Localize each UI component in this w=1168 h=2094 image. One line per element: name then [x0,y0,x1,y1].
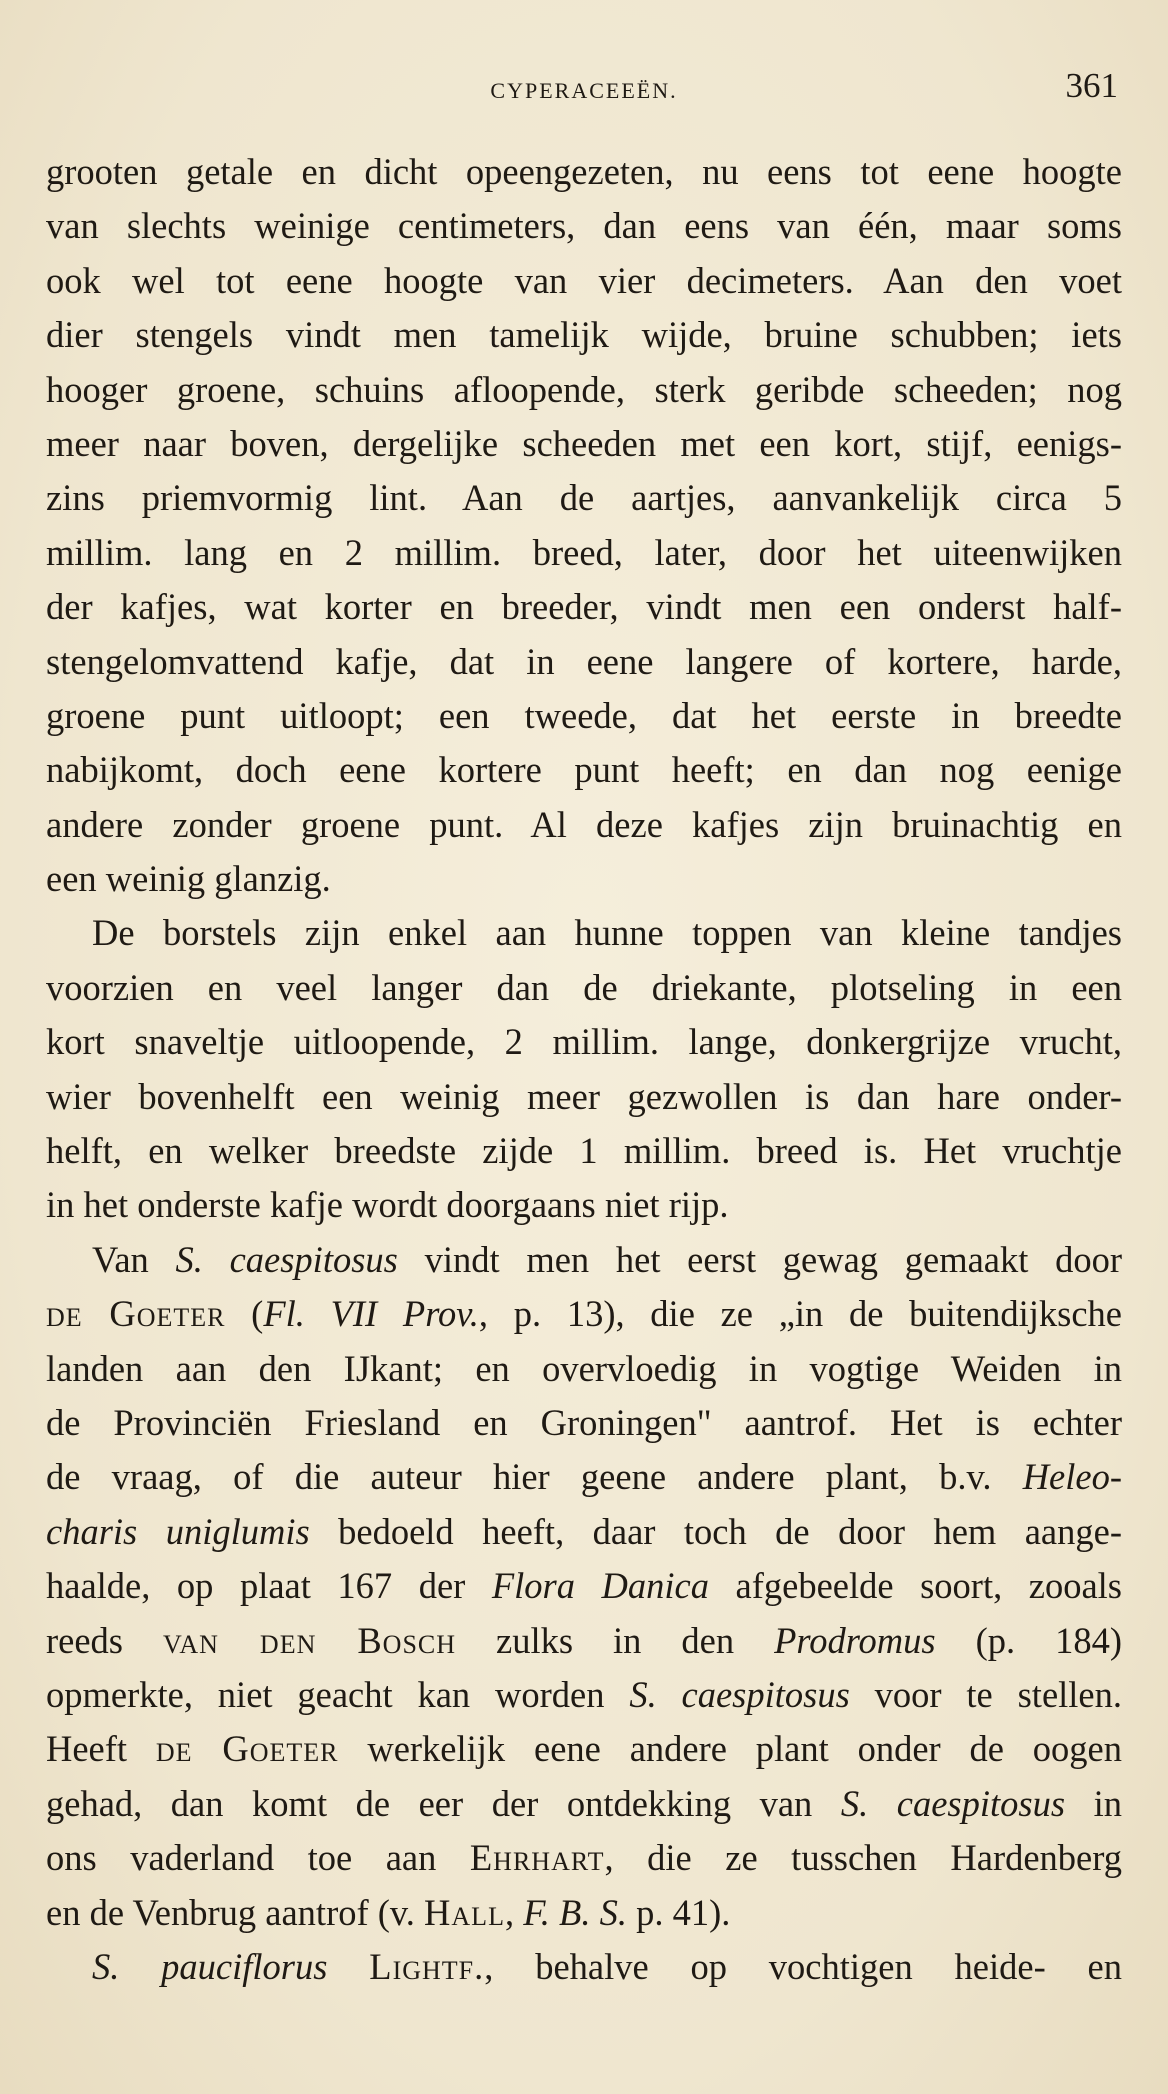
text-run: afgebeelde soort, zooals [708,1565,1123,1607]
text-line: grooten getale en dicht opeengezeten, nu eens tot eene hoogte [46,151,1122,192]
text-line [46,1886,1122,1940]
text-line: van slechts weinige centimeters, dan eens van één, maar soms [46,205,1122,247]
species-name: S. caespitosus [175,1238,398,1280]
work-title: Prodromus [774,1619,936,1661]
text-run: , die ze tusschen Hardenberg [604,1837,1122,1879]
text-run: werkelijk eene andere plant onder de oogen [338,1728,1123,1770]
author-name: Ehrhart [469,1837,605,1879]
text-line: der kafjes, wat korter en breeder, vindt men een onderst half- [46,586,1122,628]
text-run: , [504,1891,524,1933]
text-line: nabijkomt, doch eene kortere punt heeft; en dan nog eenige [46,749,1122,791]
species-name: S. pauciflorus [92,1945,328,1987]
text-line [46,1831,1122,1885]
text-line: wier bovenhelft een weinig meer gezwollen is dan hare onder- [46,1075,1122,1117]
text-line: de Provinciën Friesland en Groningen" aantrof. Het is echter [46,1401,1122,1443]
text-line: De borstels zijn enkel aan hunne toppen van kleine tandjes [92,912,1122,954]
text-line [46,1777,1122,1831]
text-run: ons vaderland toe aan [46,1837,470,1879]
text-line: hooger groene, schuins afloopende, sterk geribde scheeden; nog [46,368,1122,410]
text-line [46,1450,1122,1504]
text-run: zulks in den [456,1619,775,1661]
text-line: stengelomvattend kafje, dat in eene langere of kortere, harde, [46,640,1122,682]
text-line: zins priemvormig lint. Aan de aartjes, aanvankelijk circa 5 [46,477,1122,519]
text-run: voor te stellen. [849,1673,1122,1715]
text-line: een weinig glanzig. [46,858,331,900]
text-line: ook wel tot eene hoogte van vier decimeters. Aan den voet [46,259,1122,301]
text-run: bedoeld heeft, daar toch de door hem aange- [309,1510,1122,1552]
work-title: Fl. VII Prov. [263,1293,479,1335]
author-name: Lightf. [369,1945,485,1987]
text-line: meer naar boven, dergelijke scheeden met een kort, stijf, eenigs- [46,422,1122,464]
text-line [46,1722,1122,1776]
author-name: Hall [424,1891,505,1933]
work-title: F. B. S. [523,1891,627,1933]
author-name: de Goeter [155,1728,339,1770]
body-text [46,145,1122,1994]
text-run: reeds [46,1619,163,1661]
text-run: en de Venbrug aantrof (v. [46,1891,425,1933]
species-name: S. caespitosus [840,1782,1066,1824]
text-run: in [1065,1782,1122,1824]
text-run: , behalve op vochtigen heide- en [484,1945,1122,1987]
text-run: haalde, op plaat 167 der [46,1565,492,1607]
text-run: Heeft [46,1728,156,1770]
text-run [327,1946,369,1987]
text-run: opmerkte, niet geacht kan worden [46,1673,630,1715]
text-run: vindt men het eerst gewag gemaakt door [397,1238,1123,1280]
text-run: (p. 184) [935,1619,1122,1661]
running-head: CYPERACEEËN. [490,78,678,103]
text-run: de vraag, of die auteur hier geene andere plant, b.v. [46,1456,1023,1498]
author-name: van den Bosch [162,1619,457,1661]
text-line: andere zonder groene punt. Al deze kafjes zijn bruinachtig en [46,803,1122,845]
page-header [46,60,1122,120]
species-name: S. caespitosus [629,1673,850,1715]
text-run: ( [225,1293,264,1335]
work-title: Flora Danica [491,1565,709,1607]
text-line: dier stengels vindt men tamelijk wijde, bruine schubben; iets [46,314,1122,356]
text-line [46,1614,1122,1668]
text-run: Van [92,1238,176,1280]
species-name: Heleo- [1022,1456,1122,1498]
text-line: landen aan den IJkant; en overvloedig in vogtige Weiden in [46,1347,1122,1389]
text-line: millim. lang en 2 millim. breed, later, door het uiteenwijken [46,531,1122,573]
text-line [46,1505,1122,1559]
species-name: charis uniglumis [46,1510,310,1552]
text-line [46,1668,1122,1722]
text-line: helft, en welker breedste zijde 1 millim. breed is. Het vruchtje [46,1130,1122,1172]
text-run: gehad, dan komt de eer der ontdekking van [46,1782,841,1824]
text-line [46,1940,1122,1994]
text-line: in het onderste kafje wordt doorgaans niet rijp. [46,1184,729,1226]
text-run: p. 41). [626,1891,731,1933]
author-name: de Goeter [46,1293,226,1335]
text-line: kort snaveltje uitloopende, 2 millim. lange, donkergrijze vrucht, [46,1021,1122,1063]
text-line [46,1287,1122,1341]
text-line [46,1559,1122,1613]
text-run: , p. 13), die ze „in de buitendijksche [478,1293,1122,1335]
text-line: groene punt uitloopt; een tweede, dat het eerste in breedte [46,694,1122,736]
text-line [46,1233,1122,1287]
text-line: voorzien en veel langer dan de driekante, plotseling in een [46,966,1122,1008]
page-number: 361 [1065,66,1118,105]
